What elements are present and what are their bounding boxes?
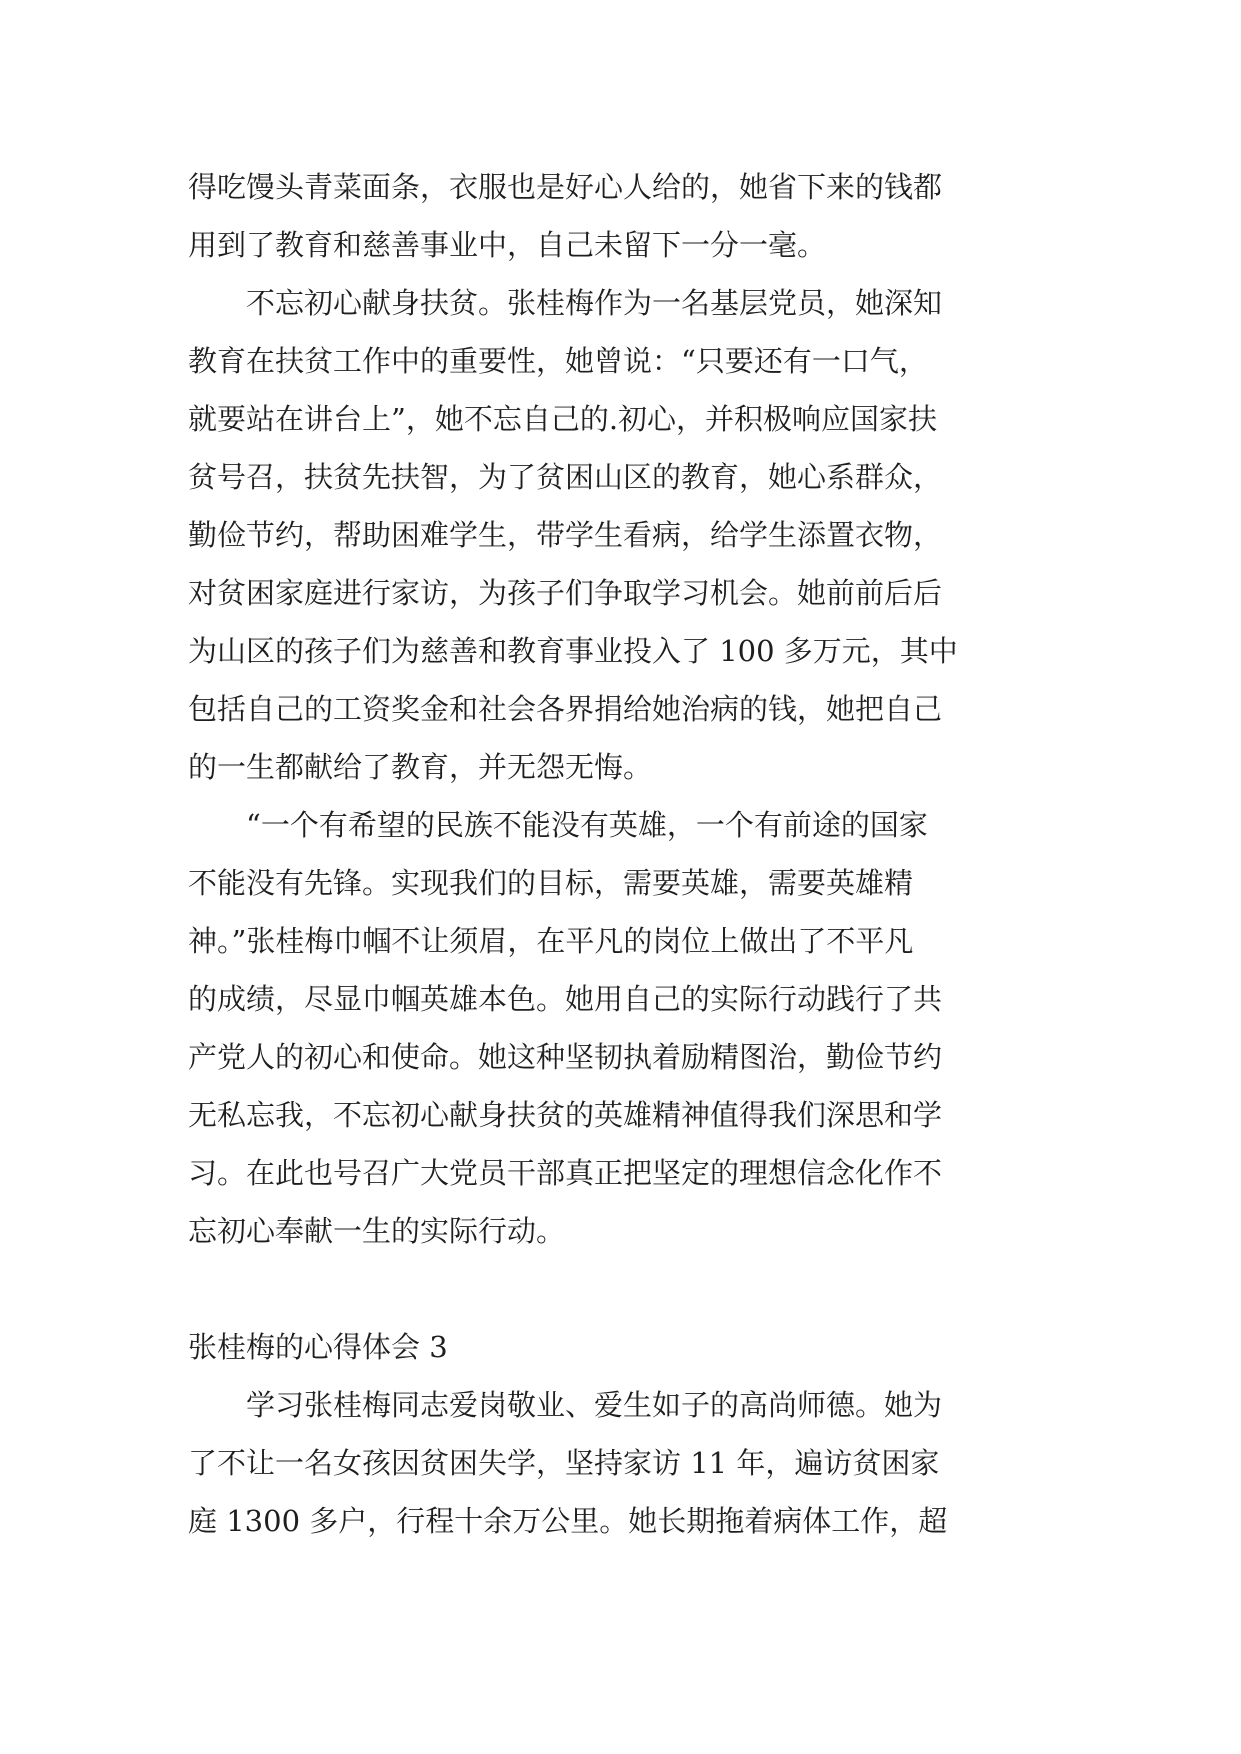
text-line: 产党人的初心和使命。她这种坚韧执着励精图治，勤俭节约 — [188, 1040, 943, 1074]
text-line: 忘初心奉献一生的实际行动。 — [188, 1214, 566, 1248]
text-line: 的一生都献给了教育，并无怨无悔。 — [188, 750, 653, 784]
text-line: 包括自己的工资奖金和社会各界捐给她治病的钱，她把自己 — [188, 692, 943, 726]
text-line: 学习张桂梅同志爱岗敬业、爱生如子的高尚师德。她为 — [188, 1388, 943, 1422]
text-line: 无私忘我，不忘初心献身扶贫的英雄精神值得我们深思和学 — [188, 1098, 943, 1132]
text-line: 对贫困家庭进行家访，为孩子们争取学习机会。她前前后后 — [188, 576, 943, 610]
text-line: 的成绩，尽显巾帼英雄本色。她用自己的实际行动践行了共 — [188, 982, 943, 1016]
text-line: 不忘初心献身扶贫。张桂梅作为一名基层党员，她深知 — [188, 286, 943, 320]
text-line: 了不让一名女孩因贫困失学，坚持家访 11 年，遍访贫困家 — [188, 1446, 940, 1480]
text-line: 贫号召，扶贫先扶智，为了贫困山区的教育，她心系群众， — [188, 460, 943, 494]
text-line: 教育在扶贫工作中的重要性，她曾说：“只要还有一口气， — [188, 344, 928, 378]
text-line: 勤俭节约，帮助困难学生，带学生看病，给学生添置衣物， — [188, 518, 943, 552]
text-line: 庭 1300 多户，行程十余万公里。她长期拖着病体工作，超 — [188, 1504, 948, 1538]
text-line: 就要站在讲台上”，她不忘自己的.初心，并积极响应国家扶 — [188, 402, 938, 436]
text-line: 得吃馒头青菜面条，衣服也是好心人给的，她省下来的钱都 — [188, 170, 943, 204]
paragraph-spacer — [188, 1260, 1048, 1318]
document-body — [188, 158, 1048, 1550]
paragraph-1 — [188, 158, 1048, 274]
section-heading: 张桂梅的心得体会 3 — [188, 1330, 448, 1364]
text-line: 不能没有先锋。实现我们的目标，需要英雄，需要英雄精 — [188, 866, 914, 900]
paragraph-4 — [188, 1376, 1048, 1550]
paragraph-2 — [188, 274, 1048, 796]
text-line: “一个有希望的民族不能没有英雄，一个有前途的国家 — [188, 808, 928, 842]
text-line: 习。在此也号召广大党员干部真正把坚定的理想信念化作不 — [188, 1156, 943, 1190]
text-line: 用到了教育和慈善事业中，自己未留下一分一毫。 — [188, 228, 827, 262]
text-line: 为山区的孩子们为慈善和教育事业投入了 100 多万元，其中 — [188, 634, 958, 668]
text-line: 神。”张桂梅巾帼不让须眉，在平凡的岗位上做出了不平凡 — [188, 924, 914, 958]
paragraph-3 — [188, 796, 1048, 1260]
